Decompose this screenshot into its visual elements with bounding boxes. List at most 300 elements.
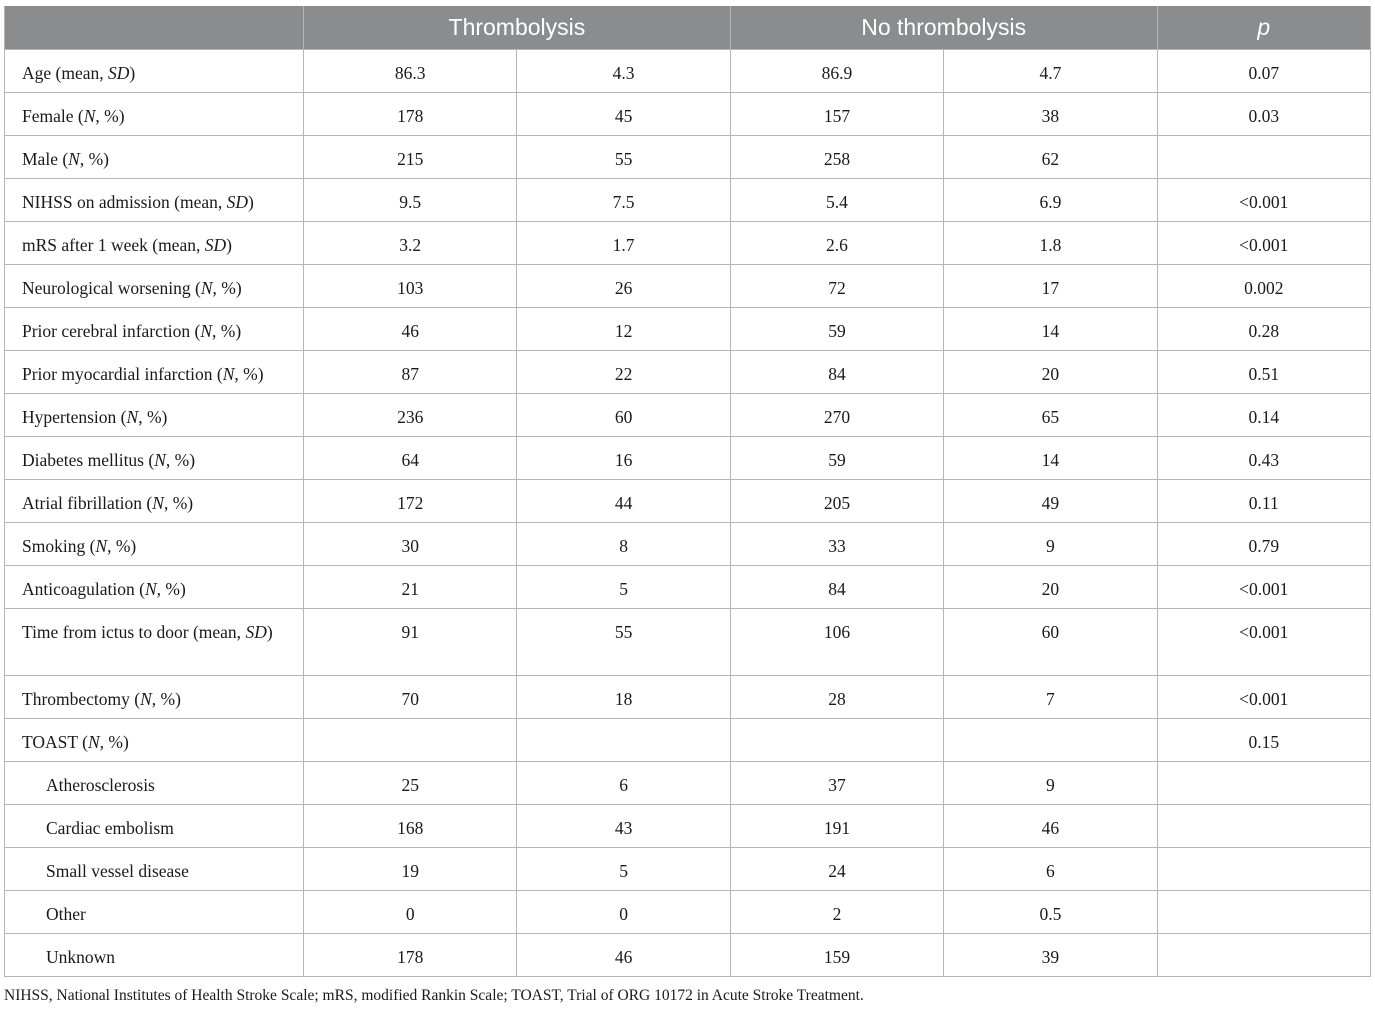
row-label-text: Cardiac embolism [46, 818, 174, 838]
value-cell [304, 762, 517, 805]
row-label-italic: N [140, 689, 152, 709]
row-label [5, 762, 303, 797]
row-label-text: Anticoagulation ( [22, 579, 145, 599]
row-label-text: Female ( [22, 106, 84, 126]
value-cell [517, 676, 730, 719]
value-cell [730, 136, 943, 179]
cell-value: 1.7 [612, 235, 635, 255]
value-cell [304, 179, 517, 222]
table-body [5, 50, 1371, 977]
cell-value: 49 [1041, 493, 1060, 513]
cell-value: 86.9 [821, 63, 853, 83]
p-value: <0.001 [1239, 579, 1289, 599]
cell-value: 9 [1046, 775, 1055, 795]
row-label-suffix: , %) [234, 364, 264, 384]
table-row [5, 50, 1371, 93]
cell-value: 59 [828, 450, 846, 470]
cell-value: 33 [828, 536, 846, 556]
header-thrombolysis: Thrombolysis [304, 6, 731, 50]
row-label-italic: N [200, 321, 213, 341]
value-cell [730, 609, 943, 676]
value-cell [517, 437, 730, 480]
value-cell [517, 891, 730, 934]
cell-value: 215 [397, 149, 424, 169]
row-label-suffix: , %) [156, 579, 186, 599]
value-cell [304, 394, 517, 437]
cell-value: 60 [1041, 622, 1060, 642]
row-label-cell [5, 609, 304, 676]
value-cell [304, 308, 517, 351]
value-cell [304, 566, 517, 609]
cell-value: 55 [614, 622, 633, 642]
value-cell [304, 480, 517, 523]
value-cell [304, 719, 517, 762]
value-cell [944, 50, 1157, 93]
row-label-suffix: ) [129, 63, 136, 83]
table-row [5, 351, 1371, 394]
value-cell [517, 93, 730, 136]
row-label-suffix: , %) [151, 689, 181, 709]
value-cell [944, 93, 1157, 136]
row-label-text: Thrombectomy ( [22, 689, 141, 709]
row-label [5, 934, 303, 969]
p-value-cell [1157, 523, 1370, 566]
cell-value [517, 719, 729, 730]
value-cell [304, 609, 517, 676]
row-label-cell [5, 394, 304, 437]
row-label-italic: SD [204, 235, 227, 255]
row-label-suffix: , %) [95, 106, 125, 126]
value-cell [944, 891, 1157, 934]
value-cell [944, 609, 1157, 676]
table-row [5, 136, 1371, 179]
cell-value: 3.2 [399, 235, 422, 255]
value-cell [304, 848, 517, 891]
row-label-cell [5, 308, 304, 351]
cell-value: 30 [401, 536, 419, 556]
value-cell [730, 222, 943, 265]
p-value [1158, 805, 1370, 816]
row-label-text: Atherosclerosis [46, 775, 155, 795]
p-value-cell [1157, 136, 1370, 179]
table-row [5, 437, 1371, 480]
row-label-italic: N [222, 364, 235, 384]
table-row [5, 93, 1371, 136]
p-value-cell [1157, 265, 1370, 308]
value-cell [304, 93, 517, 136]
p-value-cell [1157, 179, 1370, 222]
table-row [5, 934, 1371, 977]
cell-value: 270 [823, 407, 851, 427]
row-label [5, 609, 303, 644]
value-cell [517, 308, 730, 351]
p-value-cell [1157, 394, 1370, 437]
data-table-container [4, 6, 1370, 977]
row-label-text: Neurological worsening ( [22, 278, 201, 298]
cell-value: 20 [1041, 364, 1060, 384]
row-label [5, 719, 303, 754]
p-value [1158, 891, 1370, 902]
row-label-text: mRS after 1 week (mean, [22, 235, 205, 255]
row-label [5, 848, 303, 883]
p-value-cell [1157, 351, 1370, 394]
table-row [5, 523, 1371, 566]
p-value-cell [1157, 934, 1370, 977]
row-label-italic: N [126, 407, 139, 427]
cell-value: 38 [1041, 106, 1060, 126]
row-label-italic: N [152, 493, 164, 513]
row-label-text: Age (mean, [22, 63, 109, 83]
row-label-suffix: , %) [99, 732, 129, 752]
cell-value: 21 [401, 579, 419, 599]
cell-value: 5.4 [826, 192, 848, 212]
cell-value: 9 [1046, 536, 1055, 556]
cell-value: 191 [823, 818, 851, 838]
cell-value: 9.5 [399, 192, 422, 212]
p-value [1158, 136, 1370, 147]
value-cell [517, 609, 730, 676]
row-label [5, 93, 303, 128]
p-value-cell [1157, 609, 1370, 676]
cell-value: 87 [401, 364, 419, 384]
cell-value: 28 [828, 689, 846, 709]
value-cell [517, 934, 730, 977]
row-label-text: Prior cerebral infarction ( [22, 321, 201, 341]
value-cell [304, 891, 517, 934]
value-cell [517, 394, 730, 437]
value-cell [730, 805, 943, 848]
value-cell [730, 308, 943, 351]
value-cell [517, 805, 730, 848]
row-label [5, 394, 303, 429]
p-value-cell [1157, 805, 1370, 848]
cell-value: 168 [397, 818, 424, 838]
cell-value: 6 [619, 775, 628, 795]
p-value: <0.001 [1239, 689, 1289, 709]
data-table [4, 6, 1371, 977]
value-cell [730, 437, 943, 480]
value-cell [517, 351, 730, 394]
row-label [5, 480, 303, 515]
row-label-italic: N [144, 579, 157, 599]
value-cell [944, 523, 1157, 566]
value-cell [944, 265, 1157, 308]
row-label-suffix: , %) [212, 321, 242, 341]
row-label-cell [5, 762, 304, 805]
value-cell [944, 719, 1157, 762]
p-value-cell [1157, 93, 1370, 136]
cell-value: 64 [401, 450, 419, 470]
value-cell [730, 179, 943, 222]
row-label [5, 265, 303, 300]
p-value: 0.11 [1248, 493, 1279, 513]
value-cell [944, 437, 1157, 480]
value-cell [517, 480, 730, 523]
cell-value: 60 [614, 407, 633, 427]
cell-value: 25 [401, 775, 419, 795]
cell-value: 18 [614, 689, 633, 709]
p-value: 0.03 [1248, 106, 1280, 126]
header-row [5, 6, 1371, 50]
value-cell [517, 566, 730, 609]
cell-value: 84 [828, 364, 846, 384]
header-empty-cell [5, 6, 304, 50]
value-cell [304, 222, 517, 265]
row-label-text: Other [46, 904, 86, 924]
p-value: 0.51 [1248, 364, 1280, 384]
row-label-text: Smoking ( [22, 536, 96, 556]
p-value-cell [1157, 480, 1370, 523]
table-row [5, 480, 1371, 523]
p-value-cell [1157, 762, 1370, 805]
table-row [5, 222, 1371, 265]
row-label-suffix: , %) [163, 493, 194, 513]
value-cell [730, 50, 943, 93]
p-value-cell [1157, 308, 1370, 351]
value-cell [730, 934, 943, 977]
value-cell [304, 351, 517, 394]
value-cell [944, 222, 1157, 265]
cell-value: 86.3 [394, 63, 426, 83]
row-label [5, 805, 303, 840]
table-row [5, 848, 1371, 891]
row-label-text: TOAST ( [22, 732, 88, 752]
cell-value: 37 [828, 775, 846, 795]
cell-value: 20 [1041, 579, 1060, 599]
cell-value: 0 [405, 904, 415, 924]
cell-value: 6 [1046, 861, 1055, 881]
cell-value: 17 [1041, 278, 1060, 298]
row-label [5, 179, 303, 214]
cell-value: 14 [1041, 321, 1060, 341]
cell-value: 157 [823, 106, 851, 126]
row-label [5, 308, 303, 343]
table-row [5, 762, 1371, 805]
value-cell [517, 719, 730, 762]
cell-value: 46 [614, 947, 633, 967]
header-no-thrombolysis: No thrombolysis [730, 6, 1157, 50]
cell-value: 16 [614, 450, 633, 470]
row-label-italic: SD [245, 622, 267, 642]
row-label-cell [5, 523, 304, 566]
cell-value: 5 [619, 579, 628, 599]
p-value [1158, 848, 1370, 859]
value-cell [730, 566, 943, 609]
table-row [5, 609, 1371, 676]
value-cell [304, 437, 517, 480]
row-label [5, 222, 303, 257]
row-label-text: Hypertension ( [22, 407, 127, 427]
row-label-suffix: ) [248, 192, 254, 212]
row-label-text: Diabetes mellitus ( [22, 450, 155, 470]
row-label-italic: N [154, 450, 166, 470]
cell-value: 6.9 [1039, 192, 1062, 212]
cell-value: 24 [828, 861, 846, 881]
cell-value: 7 [1046, 689, 1055, 709]
value-cell [304, 934, 517, 977]
value-cell [730, 891, 943, 934]
row-label-cell [5, 891, 304, 934]
value-cell [304, 523, 517, 566]
p-value: 0.28 [1248, 321, 1280, 341]
p-value: 0.43 [1248, 450, 1280, 470]
cell-value: 172 [397, 493, 424, 513]
row-label-cell [5, 265, 304, 308]
value-cell [730, 762, 943, 805]
cell-value: 12 [614, 321, 633, 341]
row-label-cell [5, 676, 304, 719]
row-label-cell [5, 136, 304, 179]
table-row [5, 566, 1371, 609]
table-header [5, 6, 1371, 50]
value-cell [730, 265, 943, 308]
row-label [5, 50, 303, 85]
cell-value: 70 [401, 689, 419, 709]
p-value: 0.15 [1248, 732, 1280, 752]
value-cell [517, 179, 730, 222]
table-row [5, 719, 1371, 762]
row-label-text: Prior myocardial infarction ( [22, 364, 223, 384]
table-row [5, 265, 1371, 308]
row-label-italic: N [87, 732, 100, 752]
value-cell [304, 805, 517, 848]
cell-value: 1.8 [1039, 235, 1062, 255]
value-cell [730, 848, 943, 891]
row-label-italic: SD [108, 63, 130, 83]
row-label-cell [5, 480, 304, 523]
row-label-text: Male ( [22, 149, 69, 169]
cell-value: 2.6 [826, 235, 848, 255]
p-value-cell [1157, 437, 1370, 480]
cell-value: 0 [619, 904, 628, 924]
row-label-cell [5, 848, 304, 891]
p-value [1158, 934, 1370, 945]
table-row [5, 805, 1371, 848]
row-label [5, 676, 303, 711]
value-cell [730, 676, 943, 719]
value-cell [730, 394, 943, 437]
row-label [5, 566, 303, 601]
p-value-cell [1157, 566, 1370, 609]
cell-value: 236 [397, 407, 424, 427]
row-label-cell [5, 222, 304, 265]
table-row [5, 179, 1371, 222]
row-label-cell [5, 934, 304, 977]
value-cell [944, 136, 1157, 179]
p-value-cell [1157, 719, 1370, 762]
cell-value: 106 [823, 622, 851, 642]
value-cell [944, 805, 1157, 848]
table-row [5, 676, 1371, 719]
cell-value: 0.5 [1039, 904, 1062, 924]
p-value: <0.001 [1239, 192, 1289, 212]
row-label-italic: N [200, 278, 213, 298]
table-row [5, 891, 1371, 934]
value-cell [517, 265, 730, 308]
p-value [1158, 762, 1370, 773]
cell-value: 46 [1041, 818, 1060, 838]
cell-value: 103 [397, 278, 424, 298]
row-label-cell [5, 566, 304, 609]
cell-value: 205 [823, 493, 851, 513]
cell-value: 91 [401, 622, 419, 642]
value-cell [944, 480, 1157, 523]
row-label-suffix: , %) [212, 278, 242, 298]
row-label [5, 351, 303, 386]
p-value-cell [1157, 222, 1370, 265]
cell-value: 178 [397, 106, 424, 126]
value-cell [944, 762, 1157, 805]
cell-value: 2 [832, 904, 842, 924]
value-cell [304, 50, 517, 93]
row-label-text: Atrial fibrillation ( [22, 493, 153, 513]
value-cell [944, 394, 1157, 437]
cell-value: 4.3 [612, 63, 635, 83]
value-cell [730, 523, 943, 566]
row-label-cell [5, 50, 304, 93]
cell-value [944, 719, 1156, 730]
row-label-text: Small vessel disease [46, 861, 189, 881]
row-label-text: NIHSS on admission (mean, [22, 192, 227, 212]
p-value-cell [1157, 676, 1370, 719]
p-value-cell [1157, 891, 1370, 934]
row-label-cell [5, 179, 304, 222]
p-value-cell [1157, 50, 1370, 93]
cell-value: 84 [828, 579, 846, 599]
p-value-cell [1157, 848, 1370, 891]
row-label-italic: SD [226, 192, 249, 212]
row-label [5, 523, 303, 558]
cell-value: 7.5 [612, 192, 635, 212]
cell-value: 55 [614, 149, 633, 169]
value-cell [517, 523, 730, 566]
cell-value: 39 [1041, 947, 1060, 967]
row-label-cell [5, 93, 304, 136]
row-label-suffix: ) [266, 622, 273, 642]
cell-value: 44 [614, 493, 633, 513]
value-cell [517, 222, 730, 265]
row-label [5, 136, 303, 171]
row-label-cell [5, 805, 304, 848]
value-cell [944, 848, 1157, 891]
header-p-value: p [1157, 6, 1370, 50]
row-label-cell [5, 351, 304, 394]
value-cell [944, 308, 1157, 351]
cell-value: 258 [823, 149, 851, 169]
row-label-italic: N [83, 106, 96, 126]
cell-value: 178 [397, 947, 424, 967]
cell-value: 26 [614, 278, 633, 298]
p-value: 0.002 [1244, 278, 1284, 298]
table-row [5, 308, 1371, 351]
value-cell [944, 676, 1157, 719]
cell-value: 19 [401, 861, 419, 881]
cell-value: 65 [1041, 407, 1060, 427]
cell-value [731, 719, 943, 730]
value-cell [517, 50, 730, 93]
row-label-suffix: ) [226, 235, 232, 255]
row-label-italic: N [68, 149, 80, 169]
cell-value: 8 [619, 536, 628, 556]
value-cell [517, 762, 730, 805]
value-cell [944, 179, 1157, 222]
row-label-suffix: , %) [138, 407, 168, 427]
cell-value: 5 [619, 861, 628, 881]
value-cell [304, 136, 517, 179]
row-label [5, 437, 303, 472]
p-value: <0.001 [1239, 235, 1289, 255]
row-label-text: Time from ictus to door (mean, [22, 622, 246, 642]
